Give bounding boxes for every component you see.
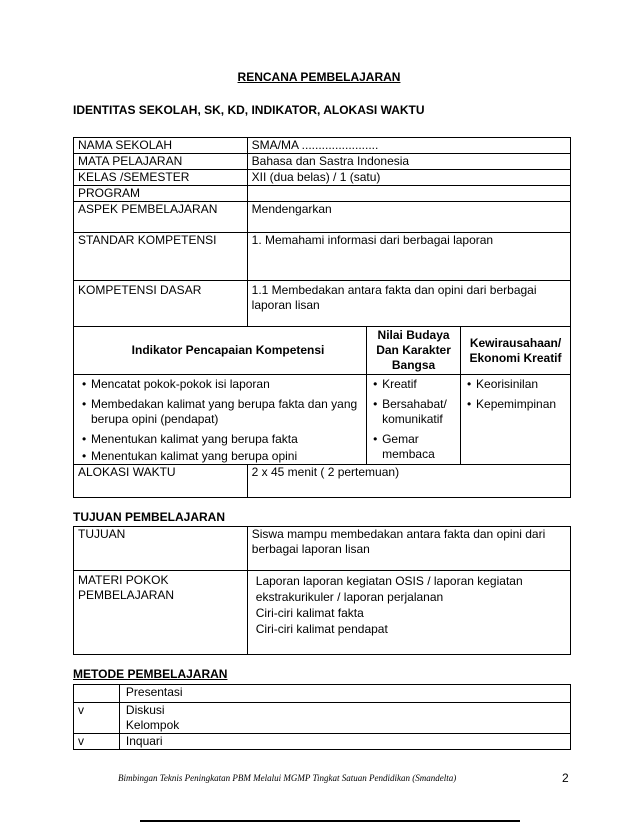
metode-mark: v (74, 703, 120, 734)
section-heading-tujuan: TUJUAN PEMBELAJARAN (73, 510, 226, 524)
page-title: RENCANA PEMBELAJARAN (237, 70, 401, 84)
list-item: • Gemar membaca (371, 432, 456, 462)
materi-label: MATERI POKOK PEMBELAJARAN (74, 571, 248, 655)
tujuan-label: TUJUAN (74, 527, 248, 571)
section-heading-identitas: IDENTITAS SEKOLAH, SK, KD, INDIKATOR, ALOKASI WAKTU (73, 103, 425, 117)
page-number: 2 (562, 771, 569, 785)
list-item: • Kepemimpinan (465, 397, 566, 412)
tujuan-value: Siswa mampu membedakan antara fakta dan opini dari berbagai laporan lisan (247, 527, 570, 571)
tujuan-table (73, 526, 571, 655)
nilai-list (371, 377, 456, 462)
identitas-label: STANDAR KOMPETENSI (74, 233, 248, 281)
metode-mark: v (74, 734, 120, 750)
alokasi-label: ALOKASI WAKTU (74, 465, 248, 498)
indikator-list (80, 377, 362, 464)
alokasi-value: 2 x 45 menit ( 2 pertemuan) (247, 465, 570, 498)
materi-item: Ciri-ciri kalimat pendapat (255, 622, 388, 636)
metode-label: Diskusi Kelompok (125, 703, 180, 732)
list-item: • Membedakan kalimat yang berupa fakta dan yang berupa opini (pendapat) (80, 397, 362, 427)
identitas-value: 1.1 Membedakan antara fakta dan opini dari berbagai laporan lisan (247, 281, 570, 327)
identitas-label: KELAS /SEMESTER (74, 170, 248, 186)
section-heading-metode: METODE PEMBELAJARAN (73, 667, 228, 681)
list-item: • Bersahabat/ komunikatif (371, 397, 456, 427)
footer-rule (140, 820, 520, 822)
footer-text: Bimbingan Teknis Peningkatan PBM Melalui MGMP Tingkat Satuan Pendidikan (Smandelta) (118, 773, 457, 783)
materi-item: Laporan laporan kegiatan OSIS / laporan kegiatan ekstrakurikuler / laporan perjalanan (255, 574, 523, 604)
list-item: • Menentukan kalimat yang berupa opini (80, 449, 362, 464)
identitas-label: MATA PELAJARAN (74, 154, 248, 170)
metode-label: Presentasi (119, 685, 570, 703)
list-item: • Kreatif (371, 377, 456, 392)
indikator-header: Indikator Pencapaian Kompetensi (74, 327, 367, 375)
materi-cell (247, 571, 570, 655)
identitas-value: Bahasa dan Sastra Indonesia (247, 154, 570, 170)
list-item: • Keorisinilan (465, 377, 566, 392)
identitas-label: KOMPETENSI DASAR (74, 281, 248, 327)
kewirausahaan-list (465, 377, 566, 412)
identitas-value: Mendengarkan (247, 202, 570, 233)
identitas-value (247, 186, 570, 202)
identitas-label: NAMA SEKOLAH (74, 138, 248, 154)
identitas-label: PROGRAM (74, 186, 248, 202)
nilai-header: Nilai Budaya Dan Karakter Bangsa (367, 327, 461, 375)
metode-label: Inquari (119, 734, 570, 750)
identitas-value: XII (dua belas) / 1 (satu) (247, 170, 570, 186)
identitas-value: SMA/MA ....................... (247, 138, 570, 154)
metode-mark (74, 685, 120, 703)
identitas-label: ASPEK PEMBELAJARAN (74, 202, 248, 233)
kewirausahaan-header: Kewirausahaan/ Ekonomi Kreatif (461, 327, 571, 375)
identitas-value: 1. Memahami informasi dari berbagai laporan (247, 233, 570, 281)
list-item: • Mencatat pokok-pokok isi laporan (80, 377, 362, 392)
materi-item: Ciri-ciri kalimat fakta (255, 606, 364, 620)
list-item: • Menentukan kalimat yang berupa fakta (80, 432, 362, 447)
metode-table (73, 684, 571, 750)
identitas-table (73, 137, 571, 498)
